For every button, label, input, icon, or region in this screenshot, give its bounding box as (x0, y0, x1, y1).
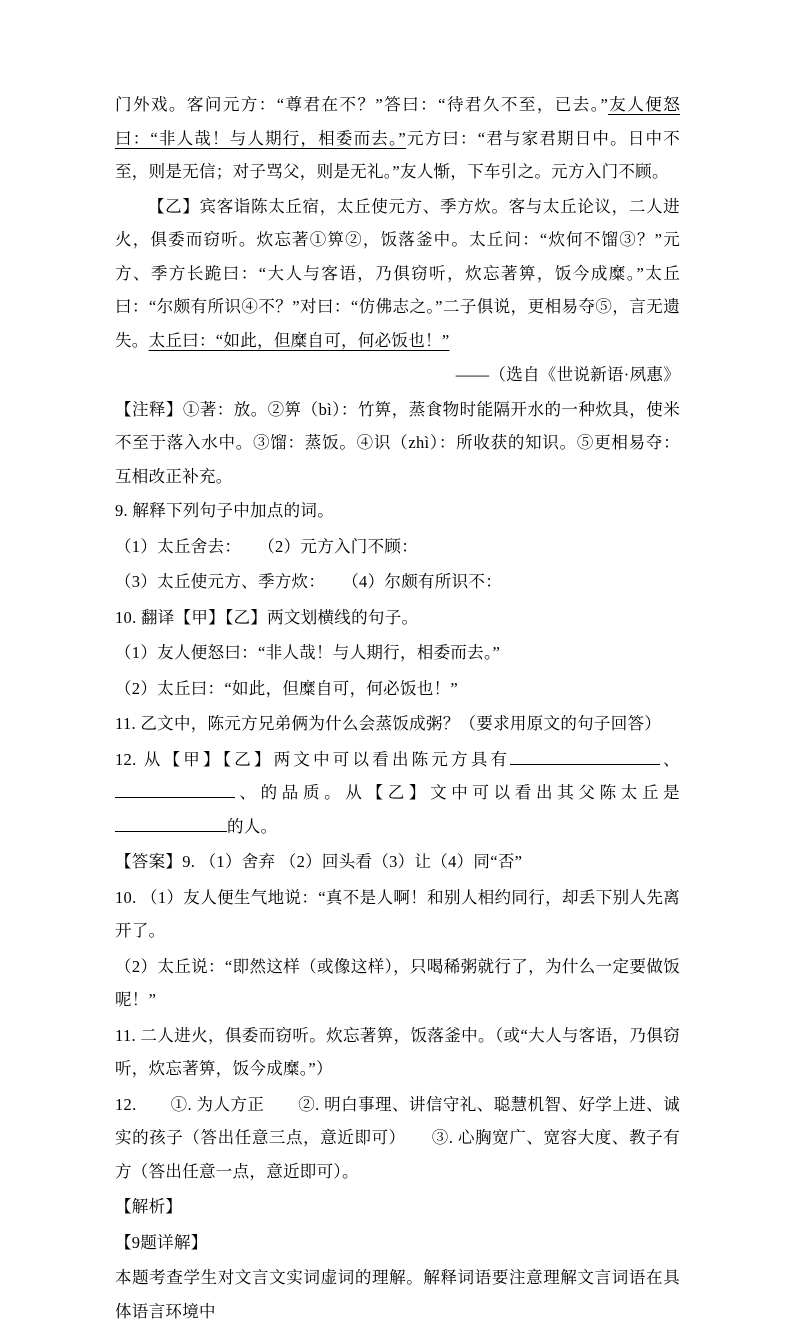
answer-12: 12. ①. 为人方正 ②. 明白事理、讲信守礼、聪慧机智、好学上进、诚实的孩子（答出任意三点，意近即可） ③. 心胸宽广、宽容大度、教子有方（答出任意一点，意近即可）。 (115, 1094, 680, 1181)
passage-yi-body: 【乙】宾客诣陈太丘宿，太丘使元方、季方炊。客与太丘论议，二人进火，俱委而窃听。炊忘著①箅②，饭落釜中。太丘问：“炊何不馏③？”元方、季方长跪曰：“大人与客语，乃俱窃听，炊忘著箅，饭今成糜。”太丘曰：“尔颇有所识④不？”对曰：“仿佛志之。”二子俱说，更相易夺⑤，言无遗失。 (115, 196, 680, 350)
question-11-stem: 11. 乙文中，陈元方兄弟俩为什么会蒸饭成粥？（要求用原文的句子回答） (115, 714, 662, 733)
analysis-header: 【解析】 (115, 1197, 183, 1216)
question-10-stem: 10. 翻译【甲】【乙】两文划横线的句子。 (115, 607, 419, 627)
question-12-text-3: 的人。 (227, 816, 278, 836)
answer-blank-line (115, 814, 227, 832)
passage-yi-underlined-sentence: 太丘曰：“如此，但糜自可，何必饭也！” (148, 330, 450, 350)
question-12-text-2: 、的品质。从【乙】文中可以看出其父陈太丘是 (235, 783, 680, 802)
answer-9: 【答案】9. （1）舍弃 （2）回头看（3）让（4）同“否” (115, 852, 523, 871)
question-12-stem (115, 743, 680, 844)
detail-9-header: 【9题详解】 (115, 1232, 208, 1252)
question-12-text-1: 12. 从【甲】【乙】两文中可以看出陈元方具有 (115, 749, 511, 769)
question-9-items-3-4: （3）太丘使元方、季方炊： （4）尔颇有所识不： (115, 572, 502, 591)
annotation-notes: 【注释】①著：放。②箅（bì）：竹箅，蒸食物时能隔开水的一种炊具，使米不至于落入水中。③馏：蒸饭。④识（zhì）：所收获的知识。⑤更相易夺：互相改正补充。 (115, 399, 680, 486)
question-10-item-2: （2）太丘曰：“如此，但糜自可，何必饭也！” (115, 678, 458, 698)
passage-jia-continuation (115, 88, 680, 189)
source-attribution: ——（选自《世说新语·夙惠》 (455, 365, 680, 384)
answer-11: 11. 二人进火，俱委而窃听。炊忘著箅，饭落釜中。（或“大人与客语，乃俱窃听，炊忘著箅，饭今成糜。”） (115, 1025, 680, 1078)
question-12-separator-1: 、 (660, 749, 680, 769)
answer-10-item-1: 10. （1）友人便生气地说：“真不是人啊！和别人相约同行，却丢下别人先离开了。 (115, 887, 680, 940)
answer-10-item-2: （2）太丘说：“即然这样（或像这样），只喝稀粥就行了，为什么一定要做饭呢！” (115, 956, 680, 1009)
question-10-item-1: （1）友人便怒曰：“非人哉！与人期行，相委而去。” (115, 643, 501, 662)
passage-jia-post: 元方曰：“君与家君期日中。日中不至，则是无信；对子骂父，则是无礼。”友人惭，下车引之。元方入门不顾。 (115, 128, 681, 181)
passage-jia-pre: 门外戏。客问元方：“尊君在不？”答曰：“待君久不至，已去。” (115, 95, 609, 114)
passage-jia-underlined-sentence: 友人便怒曰：“非人哉！与人期行，相委而去。” (115, 95, 681, 148)
passage-yi (115, 190, 680, 358)
detail-9-body: 本题考查学生对文言文实词虚词的理解。解释词语要注意理解文言词语在具体语言环境中 (115, 1268, 680, 1321)
question-9-items-1-2: （1）太丘舍去： （2）元方入门不顾： (115, 536, 418, 556)
question-9-stem: 9. 解释下列句子中加点的词。 (115, 501, 334, 520)
answer-blank-line (510, 747, 660, 765)
answer-blank-line (115, 781, 235, 799)
